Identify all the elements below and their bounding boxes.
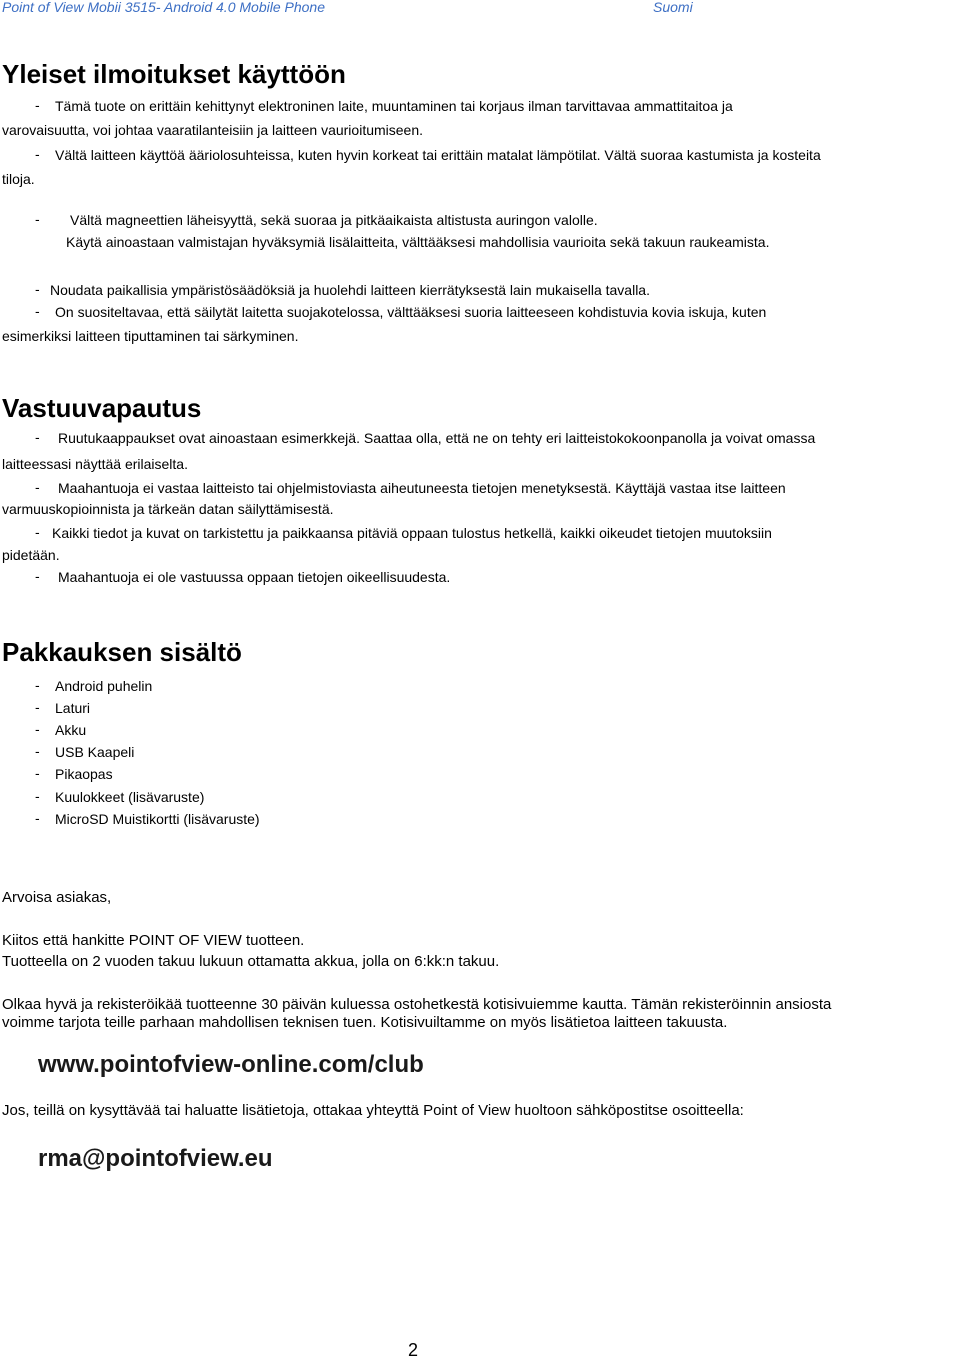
notice-line: Käytä ainoastaan valmistajan hyväksymiä lisälaitteita, välttääksesi mahdollisia vaurioita sekä takuun raukeamista.	[66, 234, 770, 250]
bullet-dash: -	[35, 677, 40, 693]
notice-line: varovaisuutta, voi johtaa vaaratilanteisiin ja laitteen vaurioitumiseen.	[2, 122, 424, 138]
bullet-dash: -	[35, 281, 40, 297]
notice-line: esimerkiksi laitteen tiputtaminen tai särkyminen.	[2, 328, 299, 344]
letter-register-line2: voimme tarjota teille parhaan mahdollisen teknisen tuen. Kotisivuiltamme on myös lisätietoa laitteen takuusta.	[2, 1014, 728, 1031]
bullet-dash: -	[35, 721, 40, 737]
bullet-dash: -	[35, 146, 40, 162]
letter-warranty: Tuotteella on 2 vuoden takuu lukuun ottamatta akkua, jolla on 6:kk:n takuu.	[2, 953, 500, 970]
disclaimer-line: Maahantuoja ei vastaa laitteisto tai ohjelmistoviasta aiheutuneesta tietojen menetyksestä. Käyttäjä vastaa itse laitteen	[58, 480, 786, 496]
website-link[interactable]: www.pointofview-online.com/club	[38, 1051, 424, 1078]
bullet-dash: -	[35, 524, 40, 540]
letter-greeting: Arvoisa asiakas,	[2, 889, 112, 906]
notice-line: Vältä laitteen käyttöä ääriolosuhteissa, kuten hyvin korkeat tai erittäin matalat lämpötilat. Vältä suoraa kastumista ja kosteita	[55, 147, 821, 163]
disclaimer-line: varmuuskopioinnista ja tärkeän datan säilyttämisestä.	[2, 501, 334, 517]
notice-line: Vältä magneettien läheisyyttä, sekä suoraa ja pitkäaikaista altistusta auringon valolle.	[70, 212, 598, 228]
section-title-general-notices: Yleiset ilmoitukset käyttöön	[2, 59, 346, 89]
bullet-dash: -	[35, 699, 40, 715]
notice-line: tiloja.	[2, 171, 35, 187]
page-number: 2	[408, 1340, 419, 1360]
letter-register-line1: Olkaa hyvä ja rekisteröikää tuotteenne 30 päivän kuluessa ostohetkestä kotisivuiemme kautta. Tämän rekisteröinnin ansiosta	[2, 996, 832, 1013]
header-product-name: Point of View Mobii 3515- Android 4.0 Mobile Phone	[2, 0, 325, 15]
disclaimer-line: Maahantuoja ei ole vastuussa oppaan tietojen oikeellisuudesta.	[58, 569, 451, 585]
bullet-dash: -	[35, 479, 40, 495]
disclaimer-line: laitteessasi näyttää erilaiselta.	[2, 456, 188, 472]
disclaimer-line: Ruutukaappaukset ovat ainoastaan esimerkkejä. Saattaa olla, että ne on tehty eri laitteistokokoonpanolla ja voivat omassa	[58, 430, 816, 446]
bullet-dash: -	[35, 788, 40, 804]
notice-line: Noudata paikallisia ympäristösäädöksiä ja huolehdi laitteen kierrätyksestä lain mukaisella tavalla.	[50, 282, 650, 298]
email-link[interactable]: rma@pointofview.eu	[38, 1145, 273, 1172]
bullet-dash: -	[35, 765, 40, 781]
bullet-dash: -	[35, 97, 40, 113]
list-item: Android puhelin	[55, 678, 153, 694]
letter-thanks: Kiitos että hankitte POINT OF VIEW tuotteen.	[2, 932, 305, 949]
notice-line: On suositeltavaa, että säilytät laitetta suojakotelossa, välttääksesi suoria laitteeseen kohdistuvia kovia iskuja, kuten	[55, 304, 767, 320]
page-header	[0, 0, 960, 16]
list-item: Akku	[55, 722, 87, 738]
list-item: USB Kaapeli	[55, 744, 135, 760]
letter-contact: Jos, teillä on kysyttävää tai haluatte lisätietoja, ottakaa yhteyttä Point of View huoltoon sähköpostitse osoitteella:	[2, 1102, 744, 1119]
notice-line: Tämä tuote on erittäin kehittynyt elektroninen laite, muuntaminen tai korjaus ilman tarvittavaa ammattitaitoa ja	[55, 98, 733, 114]
bullet-dash: -	[35, 303, 40, 319]
bullet-dash: -	[35, 211, 40, 227]
section-title-disclaimer: Vastuuvapautus	[2, 393, 202, 423]
header-language: Suomi	[653, 0, 693, 15]
disclaimer-line: Kaikki tiedot ja kuvat on tarkistettu ja paikkaansa pitäviä oppaan tulostus hetkellä, kaikki oikeudet tietojen muutoksiin	[52, 525, 772, 541]
list-item: Kuulokkeet (lisävaruste)	[55, 789, 205, 805]
disclaimer-line: pidetään.	[2, 547, 60, 563]
section-title-package-contents: Pakkauksen sisältö	[2, 637, 242, 667]
bullet-dash: -	[35, 743, 40, 759]
bullet-dash: -	[35, 429, 40, 445]
bullet-dash: -	[35, 810, 40, 826]
bullet-dash: -	[35, 568, 40, 584]
list-item: MicroSD Muistikortti (lisävaruste)	[55, 811, 260, 827]
list-item: Laturi	[55, 700, 91, 716]
list-item: Pikaopas	[55, 766, 113, 782]
